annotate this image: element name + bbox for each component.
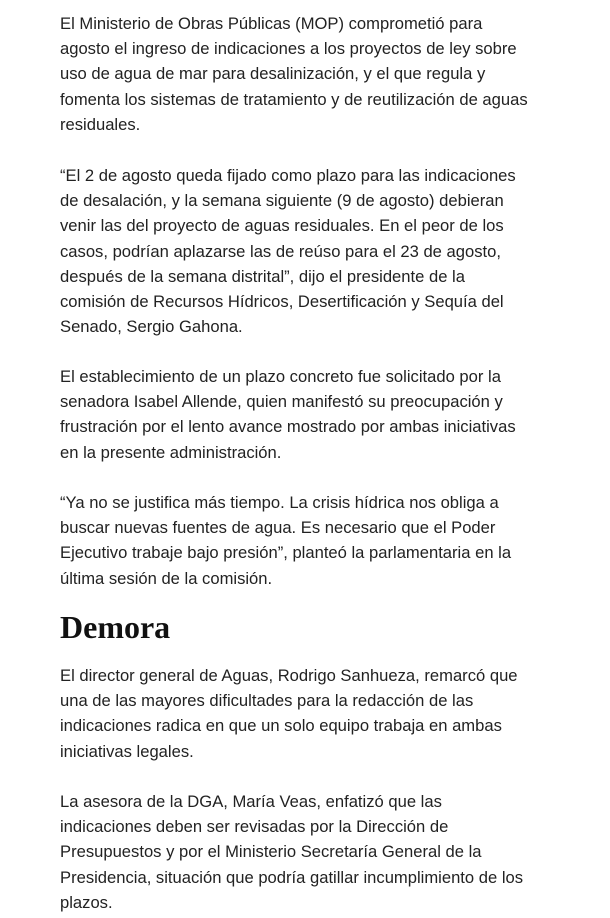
paragraph-line: después de la semana distrital”, dijo el presidente de la [60, 266, 465, 286]
paragraph-line: indicaciones radica en que un solo equipo trabaja en ambas [60, 716, 502, 736]
paragraph-line: comisión de Recursos Hídricos, Desertificación y Sequía del [60, 292, 504, 312]
paragraph-sanhueza [60, 663, 518, 764]
paragraph-line: venir las del proyecto de aguas residuales. En el peor de los [60, 216, 504, 236]
paragraph-line: residuales. [60, 114, 141, 134]
paragraph-line: Presupuestos y por el Ministerio Secretaría General de la [60, 842, 482, 862]
paragraph-allende-quote [60, 490, 511, 591]
paragraph-line: indicaciones deben ser revisadas por la Dirección de [60, 817, 449, 837]
paragraph-line: La asesora de la DGA, María Veas, enfatizó que las [60, 792, 442, 811]
paragraph-line: El director general de Aguas, Rodrigo Sanhueza, remarcó que [60, 666, 518, 685]
paragraph-line: en la presente administración. [60, 442, 282, 462]
paragraph-line: última sesión de la comisión. [60, 568, 273, 588]
paragraph-line: de desalación, y la semana siguiente (9 de agosto) debieran [60, 191, 504, 211]
paragraph-line: buscar nuevas fuentes de agua. Es necesario que el Poder [60, 518, 496, 538]
paragraph-line: iniciativas legales. [60, 741, 194, 761]
paragraph-line: Presidencia, situación que podría gatillar incumplimiento de los [60, 867, 524, 887]
paragraph-line: “El 2 de agosto queda fijado como plazo para las indicaciones [60, 166, 516, 185]
paragraph-veas [60, 789, 523, 915]
section-heading: Demora [60, 609, 171, 645]
paragraph-line: casos, podrían aplazarse las de reúso para el 23 de agosto, [60, 241, 501, 261]
paragraph-line: fomenta los sistemas de tratamiento y de reutilización de aguas [60, 89, 528, 109]
paragraph-line: senadora Isabel Allende, quien manifestó su preocupación y [60, 392, 503, 412]
paragraph-line: El establecimiento de un plazo concreto fue solicitado por la [60, 367, 501, 386]
paragraph-line: una de las mayores dificultades para la redacción de las [60, 691, 474, 711]
paragraph-line: “Ya no se justifica más tiempo. La crisis hídrica nos obliga a [60, 493, 499, 512]
paragraph-line: agosto el ingreso de indicaciones a los proyectos de ley sobre [60, 39, 517, 59]
paragraph-line: uso de agua de mar para desalinización, y el que regula y [60, 64, 486, 84]
paragraph-allende-request [60, 364, 516, 465]
paragraph-mop-commitment [60, 11, 528, 137]
paragraph-gahona-quote [60, 163, 516, 339]
paragraph-line: Senado, Sergio Gahona. [60, 317, 243, 337]
paragraph-line: Ejecutivo trabaje bajo presión”, planteó la parlamentaria en la [60, 543, 512, 563]
paragraph-line: frustración por el lento avance mostrado por ambas iniciativas [60, 417, 516, 437]
paragraph-line: plazos. [60, 892, 113, 912]
paragraph-line: El Ministerio de Obras Públicas (MOP) comprometió para [60, 14, 483, 33]
